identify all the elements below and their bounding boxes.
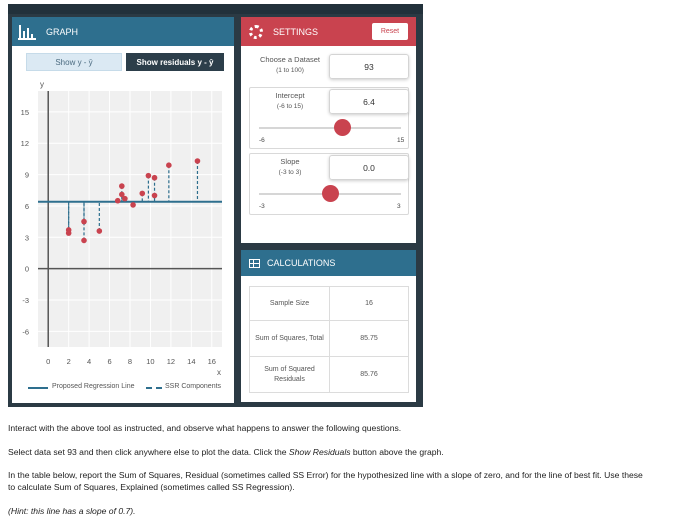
data-point (119, 183, 125, 189)
x-tick-label: 16 (207, 357, 216, 366)
table-row (250, 287, 409, 321)
y-tick-label: 9 (24, 170, 29, 180)
data-point (195, 158, 201, 164)
data-point (166, 162, 172, 168)
calculations-title: CALCULATIONS (267, 258, 336, 268)
intercept-slider-track[interactable] (259, 127, 401, 129)
y-tick-label: 6 (24, 201, 29, 211)
sample-size-label: Sample Size (250, 287, 330, 321)
x-tick-label: 0 (46, 357, 51, 366)
data-point (97, 228, 103, 234)
settings-header (241, 17, 416, 46)
intercept-range: (-6 to 15) (276, 103, 304, 110)
ssr-value: 85.76 (330, 357, 409, 393)
table-row (250, 357, 409, 393)
graph-legend (12, 379, 234, 397)
slope-input[interactable]: 0.0 (329, 155, 409, 180)
reset-button[interactable]: Reset (372, 23, 408, 40)
slope-max-label: 3 (397, 203, 401, 210)
data-point (115, 198, 121, 204)
legend-line-swatch (28, 387, 48, 389)
intercept-min-label: -6 (259, 137, 265, 144)
y-axis-label: y (40, 80, 44, 89)
data-point (130, 202, 136, 208)
hint (8, 505, 648, 517)
data-point (81, 219, 87, 225)
y-tick-label: 15 (20, 107, 29, 117)
ssr-label: Sum of Squared Residuals (250, 357, 330, 393)
slope-label-block (249, 157, 331, 178)
legend-ssr-label: SSR Components (165, 383, 222, 390)
intercept-label-block (249, 91, 331, 112)
data-point (139, 191, 145, 197)
x-tick-label: 10 (146, 357, 155, 366)
x-tick-label: 8 (127, 357, 133, 366)
graph-title: GRAPH (46, 26, 79, 37)
intercept-max-label: 15 (397, 137, 405, 144)
legend-ssr-swatch (146, 387, 162, 389)
bar-chart-icon (18, 23, 38, 41)
instruction-1: Interact with the above tool as instructed, and observe what happens to answer the following questions. (8, 423, 402, 433)
intercept-label: Intercept (275, 91, 305, 100)
y-tick-label: 3 (24, 233, 29, 243)
slope-label: Slope (280, 157, 300, 166)
instruction-2-italic: Show Residuals (288, 447, 351, 457)
slope-range: (-3 to 3) (278, 169, 302, 176)
dataset-range: (1 to 100) (276, 67, 304, 74)
calculations-table (249, 286, 409, 393)
calculations-panel (241, 250, 416, 402)
sst-label: Sum of Squares, Total (250, 321, 330, 357)
instruction-2 (8, 446, 648, 458)
intercept-input[interactable]: 6.4 (329, 89, 409, 114)
y-tick-label: 12 (20, 139, 29, 149)
data-point (152, 193, 158, 199)
gear-icon (249, 25, 263, 39)
y-tick-label: 0 (24, 264, 29, 274)
data-point (122, 196, 128, 202)
show-residuals-button[interactable]: Show residuals y - ŷ (126, 53, 224, 71)
slope-min-label: -3 (259, 203, 265, 210)
sst-value: 85.75 (330, 321, 409, 357)
x-tick-label: 6 (107, 357, 112, 366)
sample-size-value: 16 (330, 287, 409, 321)
x-tick-label: 2 (66, 357, 71, 366)
graph-header (12, 17, 234, 46)
y-tick-label: -6 (22, 327, 29, 337)
y-tick-labels (21, 108, 29, 336)
x-tick-labels (46, 357, 216, 366)
slope-slider-handle[interactable] (322, 185, 339, 202)
dataset-label-block (249, 55, 331, 76)
dataset-label: Choose a Dataset (259, 55, 321, 64)
data-point (66, 230, 72, 236)
x-tick-label: 4 (87, 357, 92, 366)
show-y-minus-ybar-button[interactable]: Show y - ȳ (26, 53, 122, 71)
settings-panel (241, 17, 416, 243)
legend-line-label: Proposed Regression Line (52, 383, 135, 390)
graph-panel (12, 17, 234, 403)
x-tick-label: 12 (166, 357, 176, 366)
instruction-3: In the table below, report the Sum of Squares, Residual (sometimes called SS Error) for the hypothesized line with a slope of zero, and for the line of best fit. Use these to calculate Sum of Squares, Explained (sometimes called SS Regression). (8, 470, 643, 492)
y-tick-label: -3 (22, 295, 29, 305)
hint-text: (Hint: this line has a slope of 0.7). (8, 506, 136, 516)
calculations-header (241, 250, 416, 276)
instruction-2-b: button above the graph. (350, 447, 444, 457)
x-axis-label: x (217, 368, 221, 377)
app-frame-top (8, 4, 423, 14)
table-row (250, 321, 409, 357)
data-point (81, 238, 87, 244)
settings-title: SETTINGS (273, 26, 319, 37)
table-icon (249, 259, 260, 268)
instruction-2-a: Select data set 93 and then click anywhere else to plot the data. Click the (8, 447, 289, 457)
x-tick-label: 14 (187, 357, 196, 366)
scatter-chart[interactable] (12, 77, 234, 377)
data-point (146, 173, 152, 179)
dataset-input[interactable]: 93 (329, 54, 409, 79)
data-point (152, 175, 158, 181)
